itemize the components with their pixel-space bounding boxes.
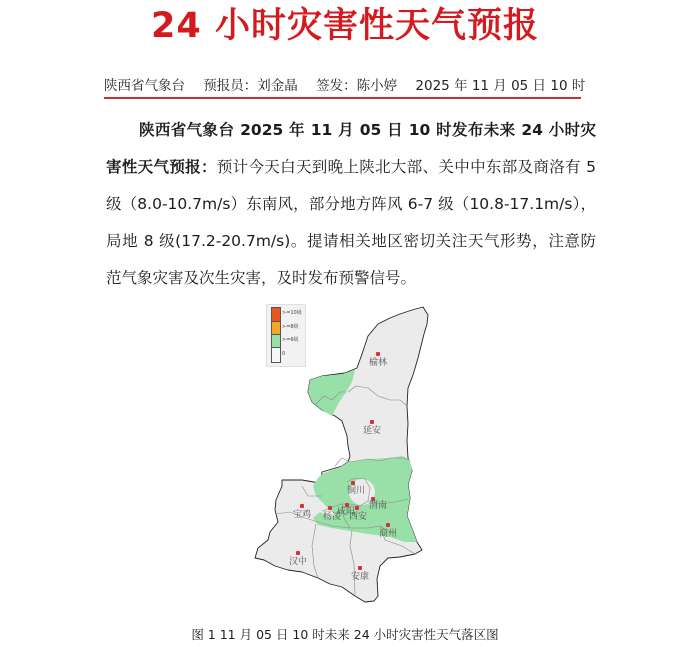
city-marker-shangzhou (386, 523, 390, 527)
city-label-baoji: 宝鸡 (292, 510, 312, 520)
issuer-name: 陕西省气象台 (104, 78, 185, 94)
city-marker-yanan (370, 420, 374, 424)
legend-swatch-0 (271, 347, 281, 363)
forecaster-name: 预报员：刘金晶 (203, 78, 298, 94)
hazard-map-figure (250, 296, 440, 621)
city-label-hanzhong: 汉中 (288, 557, 308, 567)
legend-label-0: 0 (282, 351, 286, 357)
city-label-ankang: 安康 (350, 572, 370, 582)
city-marker-yulin (376, 352, 380, 356)
city-label-yangling: 杨凌 (322, 512, 342, 522)
header-divider (104, 97, 581, 99)
forecast-body (106, 112, 596, 297)
city-label-weinan: 渭南 (368, 501, 388, 511)
legend-label-8: >=8级 (282, 324, 299, 330)
document-title: 24 小时灾害性天气预报 (151, 6, 539, 46)
signer-name: 签发：陈小婷 (316, 78, 398, 94)
legend-label-6: >=6级 (282, 337, 299, 343)
city-marker-yangling (328, 506, 332, 510)
city-marker-xian (355, 506, 359, 510)
city-marker-baoji (300, 504, 304, 508)
forecast-text: 预计今天白天到晚上陕北大部、关中中东部及商洛有 5 级（8.0-10.7m/s）东南风，部分地方阵风 6-7 级（10.8-17.1m/s），局地 8 级(17.2-20.7m/s)。提请相关地区密切关注天气形势，注意防范气象灾害及次生灾害，及时发布预警信号。 (106, 158, 596, 287)
issue-time: 2025 年 11 月 05 日 10 时 (415, 78, 586, 94)
city-label-shangzhou: 商州 (378, 529, 398, 539)
city-marker-hanzhong (296, 551, 300, 555)
issuer-info-row (104, 76, 586, 97)
map-legend (266, 304, 306, 367)
forecast-lead: 陕西省气象台 2025 年 11 月 05 日 10 时发布未来 24 小时灾害性天气预报： (106, 121, 596, 176)
figure-caption: 图 1 11 月 05 日 10 时未来 24 小时灾害性天气落区图 (191, 627, 499, 642)
forecast-paragraph (106, 112, 596, 297)
city-marker-ankang (358, 566, 362, 570)
legend-label-10: >=10级 (282, 310, 302, 316)
city-marker-tongchuan (351, 481, 355, 485)
city-label-xian: 西安 (348, 512, 368, 522)
city-label-yulin: 榆林 (368, 358, 388, 368)
legend-swatch-6 (271, 334, 281, 348)
legend-swatch-10 (271, 307, 281, 322)
city-label-yanan: 延安 (362, 426, 382, 436)
city-label-tongchuan: 铜川 (346, 486, 366, 496)
city-label-xianyang: 咸阳 (336, 507, 356, 517)
legend-swatch-8 (271, 321, 281, 335)
